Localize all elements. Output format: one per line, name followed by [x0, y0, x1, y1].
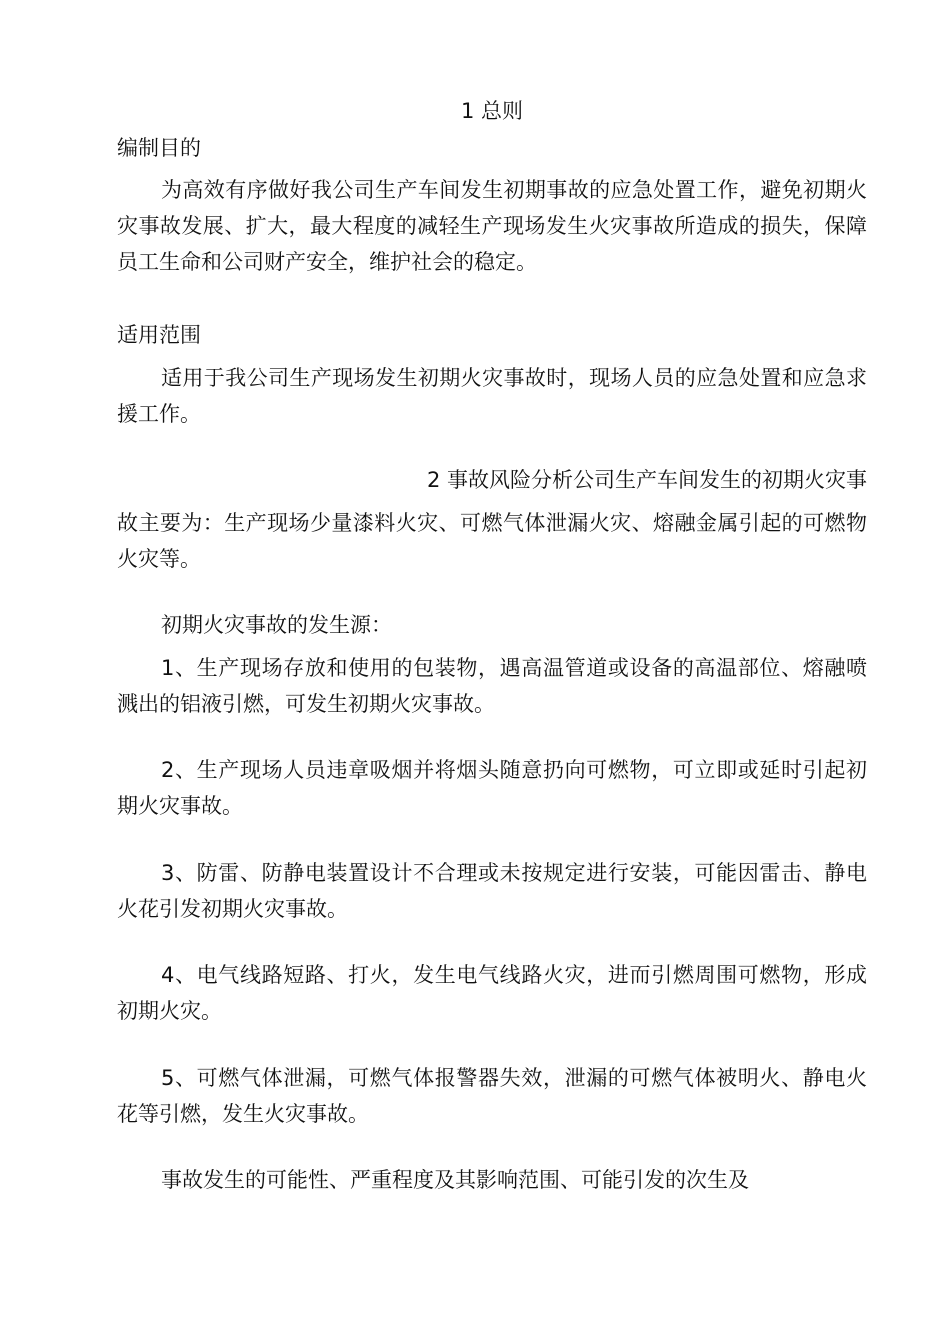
scope-paragraph: 适用于我公司生产现场发生初期火灾事故时，现场人员的应急处置和应急求援工作。	[117, 366, 867, 426]
source-item-2: 2、生产现场人员违章吸烟并将烟头随意扔向可燃物，可立即或延时引起初期火灾事故。	[117, 758, 867, 818]
source-item-1: 1、生产现场存放和使用的包装物，遇高温管道或设备的高温部位、熔融喷溅出的铝液引燃，可发生初期火灾事故。	[117, 656, 867, 716]
source-item-3: 3、防雷、防静电装置设计不合理或未按规定进行安装，可能因雷击、静电火花引发初期火灾事故。	[117, 861, 867, 921]
source-item-5: 5、可燃气体泄漏，可燃气体报警器失效，泄漏的可燃气体被明火、静电火花等引燃，发生火灾事故。	[117, 1066, 867, 1126]
section-2-lead: 2 事故风险分析公司生产车间发生的初期火灾事	[426, 468, 867, 492]
sources-heading: 初期火灾事故的发生源：	[161, 613, 392, 637]
closing-paragraph: 事故发生的可能性、严重程度及其影响范围、可能引发的次生及	[161, 1168, 749, 1192]
purpose-paragraph: 为高效有序做好我公司生产车间发生初期事故的应急处置工作，避免初期火灾事故发展、扩大，最大程度的减轻生产现场发生火灾事故所造成的损失，保障员工生命和公司财产安全，维护社会的稳定。	[117, 178, 867, 274]
source-item-4: 4、电气线路短路、打火，发生电气线路火灾，进而引燃周围可燃物，形成初期火灾。	[117, 963, 867, 1023]
section-1-title: 1 总则	[460, 99, 524, 123]
section-2-rest: 故主要为：生产现场少量漆料火灾、可燃气体泄漏火灾、熔融金属引起的可燃物火灾等。	[117, 511, 867, 571]
purpose-heading: 编制目的	[117, 136, 201, 160]
scope-heading: 适用范围	[117, 323, 201, 347]
